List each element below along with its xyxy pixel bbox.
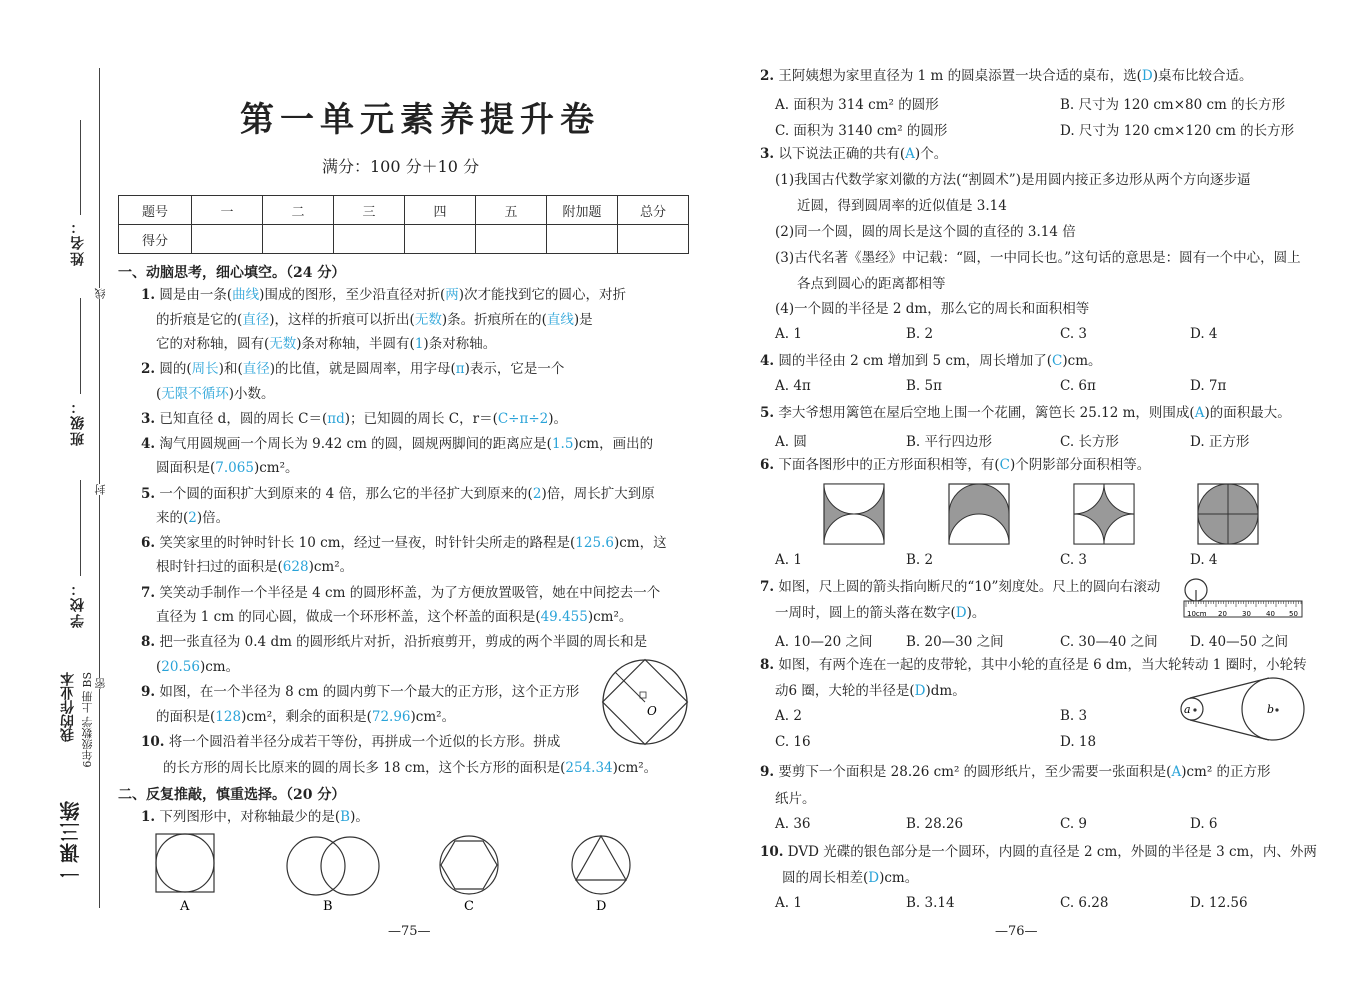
answer: 无数 bbox=[414, 312, 442, 328]
question-number: 2. bbox=[141, 361, 156, 377]
s1-q6-line2: 根时针扫过的面积是(628)cm²。 bbox=[156, 559, 354, 575]
score-cell[interactable] bbox=[334, 225, 405, 254]
school-label: 学校： bbox=[70, 580, 86, 628]
answer: 直径 bbox=[242, 361, 270, 377]
figure-label-c: C bbox=[464, 899, 474, 914]
option: C. 3 bbox=[1060, 552, 1088, 568]
option: B. 28.26 bbox=[906, 816, 964, 832]
answer: 7.065 bbox=[215, 460, 254, 476]
score-row-label: 得分 bbox=[119, 225, 192, 254]
question-number: 9. bbox=[141, 684, 156, 700]
option: C. 长方形 bbox=[1060, 434, 1119, 450]
figure-label-a: A bbox=[180, 899, 190, 914]
option: D. 正方形 bbox=[1190, 434, 1250, 450]
r-q3-statement3a: (3)古代名著《墨经》中记载：“圆，一中同长也。”这句话的意思是：圆有一个中心，圆上 bbox=[775, 250, 1301, 266]
cut-mark-secret: 密 bbox=[94, 678, 107, 689]
name-underline bbox=[80, 120, 81, 215]
question-number: 1. bbox=[141, 809, 156, 825]
score-header-cell: 题号 bbox=[119, 196, 192, 225]
r-q6-line1: 6. 下面各图形中的正方形面积相等，有(C)个阴影部分面积相等。 bbox=[760, 457, 1151, 473]
answer: 无数 bbox=[269, 336, 297, 352]
s1-q4-line1: 4. 淘气用圆规画一个周长为 9.42 cm 的圆，圆规两脚间的距离应是(1.5)cm，画出的 bbox=[141, 436, 654, 452]
score-cell[interactable] bbox=[263, 225, 334, 254]
option: B. 5π bbox=[906, 378, 942, 394]
r-q3-statement1b: 近圆，得到圆周率的近似值是 3.14 bbox=[797, 198, 1007, 214]
answer: D bbox=[1141, 68, 1153, 84]
s1-q9-line2: 的面积是(128)cm²，剩余的面积是(72.96)cm²。 bbox=[156, 709, 456, 725]
grade-label: 6年级数学 上册 BS bbox=[81, 672, 94, 768]
option: A. 36 bbox=[775, 816, 811, 832]
option: B. 尺寸为 120 cm×80 cm 的长方形 bbox=[1060, 97, 1286, 113]
score-table-score-row bbox=[119, 225, 689, 254]
score-header-cell: 一 bbox=[192, 196, 263, 225]
score-cell[interactable] bbox=[476, 225, 547, 254]
option: D. 12.56 bbox=[1190, 895, 1248, 911]
s1-q7-line1: 7. 笑笑动手制作一个半径是 4 cm 的圆形杯盖，为了方便放置吸管，她在中间挖去一个 bbox=[141, 585, 661, 601]
answer: 254.34 bbox=[565, 760, 613, 776]
question-number: 9. bbox=[760, 764, 775, 780]
figure-label-b: B bbox=[323, 899, 333, 914]
option: B. 2 bbox=[906, 552, 934, 568]
option: B. 3.14 bbox=[906, 895, 955, 911]
answer: 1 bbox=[414, 336, 424, 352]
question-number: 6. bbox=[760, 457, 775, 473]
option: D. 4 bbox=[1190, 552, 1218, 568]
figure-c-circle bbox=[440, 836, 498, 894]
answer: 128 bbox=[215, 709, 242, 725]
question-number: 3. bbox=[141, 411, 156, 427]
option: C. 3 bbox=[1060, 326, 1088, 342]
question-number: 7. bbox=[141, 585, 156, 601]
s1-q1-line3: 它的对称轴，圆有(无数)条对称轴，半圆有(1)条对称轴。 bbox=[156, 336, 497, 352]
series-subtitle: 我的作业本 bbox=[60, 672, 76, 742]
answer: D bbox=[955, 605, 967, 621]
r-q3-statement3b: 各点到圆心的距离都相等 bbox=[797, 276, 946, 292]
r-q9-line1: 9. 要剪下一个面积是 28.26 cm² 的圆形纸片，至少需要一张面积是(A)cm² 的正方形 bbox=[760, 764, 1271, 780]
question-number: 2. bbox=[760, 68, 775, 84]
figure-b-circle-right bbox=[321, 837, 379, 895]
option: C. 6π bbox=[1060, 378, 1096, 394]
answer: A bbox=[905, 146, 915, 162]
s1-q8-line1: 8. 把一张直径为 0.4 dm 的圆形纸片对折，沿折痕剪开，剪成的两个半圆的周长和是 bbox=[141, 634, 648, 650]
option: D. 6 bbox=[1190, 816, 1218, 832]
figure-label-d: D bbox=[596, 899, 607, 914]
s1-q7-line2: 直径为 1 cm 的同心圆，做成一个环形杯盖，这个杯盖的面积是(49.455)cm²。 bbox=[156, 609, 633, 625]
r-q3-statement1a: (1)我国古代数学家刘徽的方法(“割圆术”)是用圆内接正多边形从两个方向逐步逼 bbox=[775, 172, 1251, 188]
answer: 628 bbox=[282, 559, 309, 575]
answer: 曲线 bbox=[232, 287, 260, 303]
score-header-cell: 五 bbox=[476, 196, 547, 225]
q6-shaded-figures bbox=[822, 482, 1262, 546]
option: C. 面积为 3140 cm² 的圆形 bbox=[775, 123, 948, 139]
page-title: 第一单元素养提升卷 bbox=[240, 100, 600, 140]
answer: 2 bbox=[532, 486, 542, 502]
option: C. 30—40 之间 bbox=[1060, 634, 1158, 650]
r-q10-line2: 圆的周长相差(D)cm。 bbox=[782, 870, 919, 886]
small-pulley-center bbox=[1193, 708, 1196, 711]
r-q5-line1: 5. 李大爷想用篱笆在屋后空地上围一个花圃，篱笆长 25.12 m，则围成(A)的面积最大。 bbox=[760, 405, 1291, 421]
score-header-cell: 二 bbox=[263, 196, 334, 225]
answer: D bbox=[868, 870, 880, 886]
question-number: 3. bbox=[760, 146, 775, 162]
option: C. 6.28 bbox=[1060, 895, 1109, 911]
score-header-cell: 总分 bbox=[618, 196, 689, 225]
q8-belt-pulleys bbox=[1178, 680, 1308, 746]
page-number-left: —75— bbox=[388, 924, 431, 939]
small-pulley-label: a bbox=[1184, 703, 1191, 716]
s1-q1-line1: 1. 圆是由一条(曲线)围成的图形，至少沿直径对折(两)次才能找到它的圆心，对折 bbox=[141, 287, 626, 303]
option: D. 4 bbox=[1190, 326, 1218, 342]
option: B. 20—30 之间 bbox=[906, 634, 1004, 650]
r-q3-statement4: (4)一个圆的半径是 2 dm，那么它的周长和面积相等 bbox=[775, 301, 1090, 317]
answer: 周长 bbox=[191, 361, 219, 377]
question-number: 4. bbox=[760, 353, 775, 369]
s1-q4-line2: 圆面积是(7.065)cm²。 bbox=[156, 460, 299, 476]
answer: A bbox=[1194, 405, 1205, 421]
r-q8-line1: 8. 如图，有两个连在一起的皮带轮，其中小轮的直径是 6 dm，当大轮转动 1 圈时，小轮转 bbox=[760, 657, 1307, 673]
ruler-tick-label: 50 bbox=[1289, 610, 1298, 618]
s1-q6-line1: 6. 笑笑家里的时钟时针长 10 cm，经过一昼夜，时针针尖所走的路程是(125.6)cm，这 bbox=[141, 535, 667, 551]
r-q9-line2: 纸片。 bbox=[775, 791, 816, 807]
option: B. 平行四边形 bbox=[906, 434, 993, 450]
option: A. 圆 bbox=[775, 434, 807, 450]
ruler-tick-label: 40 bbox=[1266, 610, 1275, 618]
answer: π bbox=[455, 361, 465, 377]
question-number: 6. bbox=[141, 535, 156, 551]
answer: πd bbox=[327, 411, 345, 427]
option: A. 4π bbox=[775, 378, 811, 394]
class-label: 班级： bbox=[70, 398, 86, 446]
option: D. 尺寸为 120 cm×120 cm 的长方形 bbox=[1060, 123, 1295, 139]
answer: B bbox=[340, 809, 351, 825]
s1-q1-line2: 的折痕是它的(直径)，这样的折痕可以折出(无数)条。折痕所在的(直线)是 bbox=[156, 312, 593, 328]
binding-margin bbox=[0, 0, 118, 999]
question-number: 1. bbox=[141, 287, 156, 303]
option: B. 2 bbox=[906, 326, 934, 342]
question-number: 5. bbox=[141, 486, 156, 502]
ruler-tick-label: 10cm bbox=[1187, 610, 1207, 618]
option: A. 1 bbox=[775, 895, 802, 911]
r-q3-statement2: (2)同一个圆，圆的周长是这个圆的直径的 3.14 倍 bbox=[775, 224, 1076, 240]
class-underline bbox=[80, 298, 81, 394]
answer: C bbox=[1052, 353, 1063, 369]
score-cell[interactable] bbox=[405, 225, 476, 254]
option: A. 面积为 314 cm² 的圆形 bbox=[775, 97, 939, 113]
s1-q2-line2: (无限不循环)小数。 bbox=[156, 386, 275, 402]
ruler-tick-label: 30 bbox=[1242, 610, 1251, 618]
score-table bbox=[118, 195, 689, 254]
option: A. 10—20 之间 bbox=[775, 634, 873, 650]
score-table-header-row bbox=[119, 196, 689, 225]
s1-q10-line1: 10. 将一个圆沿着半径分成若干等份，再拼成一个近似的长方形。拼成 bbox=[141, 734, 561, 750]
option: D. 40—50 之间 bbox=[1190, 634, 1289, 650]
figure-d-circle bbox=[572, 836, 630, 894]
ruler-tick-label: 20 bbox=[1218, 610, 1227, 618]
score-header-cell: 附加题 bbox=[547, 196, 618, 225]
option: D. 7π bbox=[1190, 378, 1227, 394]
score-cell[interactable] bbox=[547, 225, 618, 254]
option: A. 1 bbox=[775, 552, 802, 568]
answer: 20.56 bbox=[161, 659, 200, 675]
s1-q9-line1: 9. 如图，在一个半径为 8 cm 的圆内剪下一个最大的正方形，这个正方形 bbox=[141, 684, 580, 700]
cut-mark-line: 线 bbox=[94, 288, 107, 299]
question-number: 4. bbox=[141, 436, 156, 452]
section1-heading: 一、动脑思考，细心填空。（24 分） bbox=[118, 265, 346, 281]
r-q2-line1: 2. 王阿姨想为家里直径为 1 m 的圆桌添置一块合适的桌布，选(D)桌布比较合适。 bbox=[760, 68, 1253, 84]
name-label: 姓名： bbox=[70, 218, 86, 266]
answer: 72.96 bbox=[371, 709, 411, 725]
center-label: O bbox=[647, 704, 657, 718]
answer: 2 bbox=[188, 510, 197, 526]
figure-a-circle bbox=[156, 834, 214, 892]
score-cell[interactable] bbox=[192, 225, 263, 254]
s1-q5-line1: 5. 一个圆的面积扩大到原来的 4 倍，那么它的半径扩大到原来的(2)倍，周长扩大到原 bbox=[141, 486, 655, 502]
q9-circle-square-figure bbox=[601, 658, 691, 748]
q7-ruler-figure bbox=[1182, 576, 1307, 622]
answer: C bbox=[999, 457, 1011, 473]
answer: 两 bbox=[445, 287, 459, 303]
s1-q10-line2: 的长方形的周长比原来的圆的周长多 18 cm，这个长方形的面积是(254.34)cm²。 bbox=[163, 760, 658, 776]
r-q4-line1: 4. 圆的半径由 2 cm 增加到 5 cm，周长增加了(C)cm。 bbox=[760, 353, 1102, 369]
question-number: 8. bbox=[141, 634, 156, 650]
answer: 1.5 bbox=[551, 436, 574, 452]
page-number-right: —76— bbox=[995, 924, 1038, 939]
figure-c-hexagon bbox=[441, 841, 497, 889]
answer: A bbox=[1171, 764, 1182, 780]
figure-b-circle-left bbox=[287, 837, 345, 895]
option: A. 2 bbox=[775, 708, 802, 724]
r-q3-line1: 3. 以下说法正确的共有(A)个。 bbox=[760, 146, 948, 162]
option: A. 1 bbox=[775, 326, 802, 342]
s1-q5-line2: 来的(2)倍。 bbox=[156, 510, 230, 526]
answer: 49.455 bbox=[540, 609, 588, 625]
answer: 无限不循环 bbox=[161, 386, 229, 402]
large-pulley-label: b bbox=[1267, 703, 1275, 716]
answer: D bbox=[914, 683, 926, 699]
s1-q8-line2: (20.56)cm。 bbox=[156, 659, 240, 675]
right-angle-mark bbox=[640, 692, 646, 698]
s2-q1-figures bbox=[150, 830, 650, 920]
series-logo: 一课三练 bbox=[59, 800, 83, 884]
section2-heading: 二、反复推敲，慎重选择。（20 分） bbox=[118, 787, 346, 803]
question-number: 5. bbox=[760, 405, 775, 421]
answer: 125.6 bbox=[575, 535, 614, 551]
answer: 直线 bbox=[546, 312, 574, 328]
s2-q1-line1: 1. 下列图形中，对称轴最少的是(B)。 bbox=[141, 809, 369, 825]
s1-q3-line1: 3. 已知直径 d，圆的周长 C＝(πd)；已知圆的周长 C，r＝(C÷π÷2)。 bbox=[141, 411, 568, 427]
s1-q2-line1: 2. 圆的(周长)和(直径)的比值，就是圆周率，用字母(π)表示，它是一个 bbox=[141, 361, 565, 377]
score-header-cell: 三 bbox=[334, 196, 405, 225]
score-cell[interactable] bbox=[618, 225, 689, 254]
full-score: 满分：100 分＋10 分 bbox=[322, 157, 480, 176]
question-number: 10. bbox=[760, 844, 784, 860]
option: B. 3 bbox=[1060, 708, 1088, 724]
radius-line bbox=[615, 672, 645, 702]
score-header-cell: 四 bbox=[405, 196, 476, 225]
r-q7-line2: 一周时，圆上的箭头落在数字(D)。 bbox=[775, 605, 986, 621]
school-underline bbox=[80, 480, 81, 576]
question-number: 10. bbox=[141, 734, 165, 750]
question-number: 8. bbox=[760, 657, 775, 673]
large-pulley-center bbox=[1275, 708, 1278, 711]
answer: C÷π÷2 bbox=[497, 411, 549, 427]
r-q7-line1: 7. 如图，尺上圆的箭头指向断尺的“10”刻度处。尺上的圆向右滚动 bbox=[760, 579, 1161, 595]
r-q10-line1: 10. DVD 光碟的银色部分是一个圆环，内圆的直径是 2 cm，外圆的半径是 3 cm，内、外两 bbox=[760, 844, 1317, 860]
answer: 直径 bbox=[242, 312, 270, 328]
option: D. 18 bbox=[1060, 734, 1097, 750]
cut-mark-seal: 封 bbox=[94, 484, 107, 495]
option: C. 9 bbox=[1060, 816, 1088, 832]
r-q8-line2: 动6 圈，大轮的半径是(D)dm。 bbox=[775, 683, 966, 699]
question-number: 7. bbox=[760, 579, 775, 595]
option: C. 16 bbox=[775, 734, 811, 750]
